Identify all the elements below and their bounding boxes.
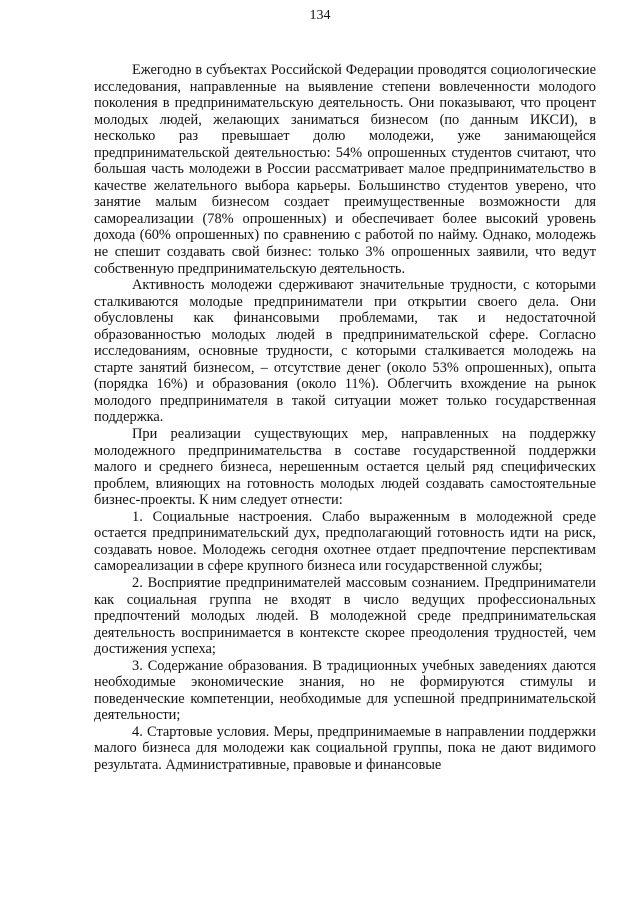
list-item-education-content: 3. Содержание образования. В традиционных учебных заведениях даются необходимые экономические знания, но не формируются стимулы и поведенческие компетенции, необходимые для успешной предпринимательской деятельности; bbox=[94, 657, 596, 724]
paragraph-youth-activity: Активность молодежи сдерживают значительные трудности, с которыми сталкиваются молодые предприниматели при открытии своего дела. Они обусловлены как финансовыми проблемами, так и недостаточной образованностью молодых людей в предпринимательской сфере. Согласно исследованиям, основные трудности, с которыми сталкивается молодежь на старте занятий бизнесом, – отсутствие денег (около 53% опрошенных), опыта (порядка 16%) и образования (около 11%). Облегчить вхождение на рынок молодого предпринимателя в такой ситуации может только государственная поддержка. bbox=[94, 277, 596, 426]
page-number: 134 bbox=[309, 8, 331, 23]
page-body bbox=[94, 62, 596, 774]
paragraph-unsolved-problems: При реализации существующих мер, направленных на поддержку молодежного предпринимательства в составе государственной поддержки малого и среднего бизнеса, нерешенным остается целый ряд специфических проблем, влияющих на готовность молодых людей создавать самостоятельные бизнес-проекты. К ним следует отнести: bbox=[94, 426, 596, 509]
list-item-starting-conditions: 4. Стартовые условия. Меры, предпринимаемые в направлении поддержки малого бизнеса для молодежи как социальной группы, пока не дают видимого результата. Административные, правовые и финансовые bbox=[94, 723, 596, 773]
paragraph-survey-results: Ежегодно в субъектах Российской Федерации проводятся социологические исследования, направленные на выявление степени вовлеченности молодого поколения в предпринимательскую деятельность. Они показывают, что процент молодых людей, желающих заниматься бизнесом (по данным ИКСИ), в несколько раз превышает долю молодежи, уже занимающейся предпринимательской деятельностью: 54% опрошенных студентов считают, что большая часть молодежи в России рассматривает малое предпринимательство в качестве желательного выбора карьеры. Большинство студентов уверено, что занятие малым бизнесом создает преимущественные возможности для самореализации (78% опрошенных) и обеспечивает более высокий уровень дохода (60% опрошенных) по сравнению с работой по найму. Однако, молодежь не спешит создавать свой бизнес: только 3% опрошенных заявили, что ведут собственную предпринимательскую деятельность. bbox=[94, 62, 596, 277]
list-item-public-perception: 2. Восприятие предпринимателей массовым сознанием. Предприниматели как социальная группа не входят в число ведущих профессиональных предпочтений молодых людей. В молодежной среде предпринимательская деятельность воспринимается в контексте скорее преодоления трудностей, чем достижения успеха; bbox=[94, 574, 596, 658]
list-item-social-attitudes: 1. Социальные настроения. Слабо выраженным в молодежной среде остается предпринимательский дух, предполагающий готовность идти на риск, создавать новое. Молодежь сегодня охотнее отдает предпочтение перспективам самореализации в сфере крупного бизнеса или государственной службы; bbox=[94, 508, 596, 575]
